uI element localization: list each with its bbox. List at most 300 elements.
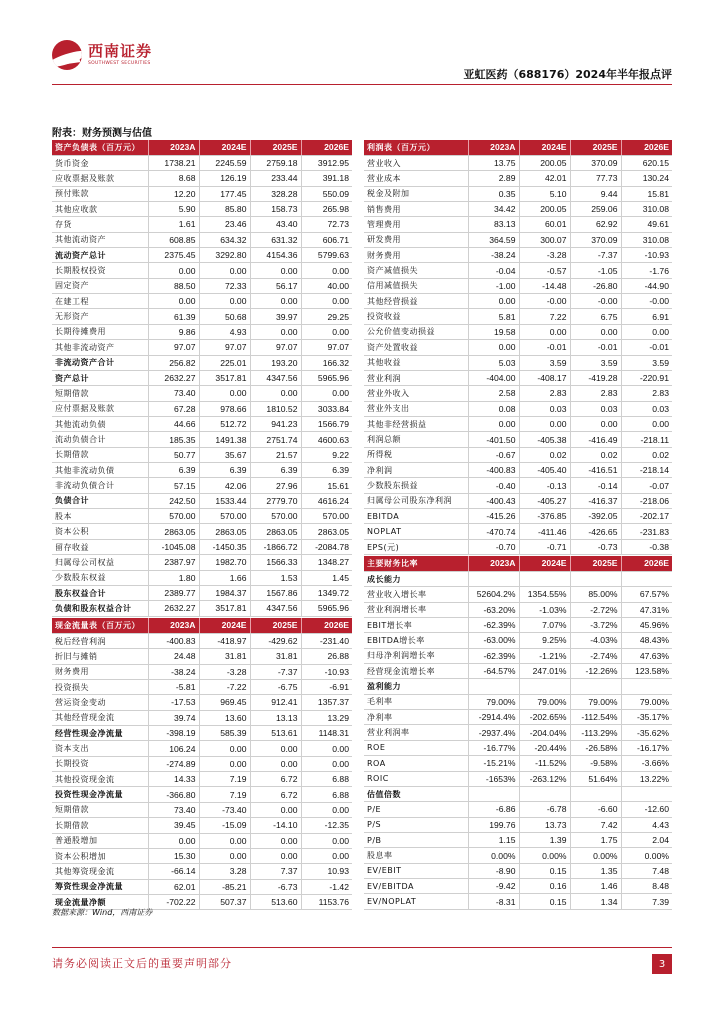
value-cell: -0.40 <box>468 478 519 493</box>
logo-emblem-icon <box>52 40 82 70</box>
value-cell: 0.00 <box>301 802 352 817</box>
row-label-cell: 投资收益 <box>364 309 468 324</box>
table-row <box>52 848 352 863</box>
row-label-cell: 少数股东权益 <box>52 570 148 585</box>
row-label-cell: 股本 <box>52 509 148 524</box>
value-cell: 67.28 <box>148 401 199 416</box>
table-row <box>364 648 672 663</box>
value-cell: 13.29 <box>301 710 352 725</box>
value-cell: 0.35 <box>468 186 519 201</box>
value-cell: 15.61 <box>301 478 352 493</box>
value-cell: -35.17% <box>621 710 672 725</box>
value-cell: 29.25 <box>301 309 352 324</box>
row-label-cell: 货币资金 <box>52 155 148 170</box>
value-cell: -112.54% <box>570 710 621 725</box>
value-cell: 1.35 <box>570 863 621 878</box>
value-cell: -26.58% <box>570 740 621 755</box>
value-cell: 23.46 <box>199 217 250 232</box>
value-cell: -63.00% <box>468 633 519 648</box>
value-cell: -418.97 <box>199 633 250 648</box>
value-cell: 1738.21 <box>148 155 199 170</box>
value-cell: -0.67 <box>468 447 519 462</box>
value-cell: -6.78 <box>519 802 570 817</box>
value-cell: -6.60 <box>570 802 621 817</box>
row-label-cell: 其他流动资产 <box>52 232 148 247</box>
value-cell: 40.00 <box>301 278 352 293</box>
value-cell: 5.81 <box>468 309 519 324</box>
value-cell: 7.19 <box>199 787 250 802</box>
table-row <box>364 617 672 632</box>
value-cell: 969.45 <box>199 695 250 710</box>
value-cell: 42.06 <box>199 478 250 493</box>
value-cell: 328.28 <box>250 186 301 201</box>
row-label-cell: 长期借款 <box>52 818 148 833</box>
value-cell: -392.05 <box>570 509 621 524</box>
value-cell: -416.51 <box>570 463 621 478</box>
value-cell: 512.72 <box>199 416 250 431</box>
table-row <box>52 601 352 616</box>
value-cell: 1.39 <box>519 832 570 847</box>
value-cell: 1.66 <box>199 570 250 585</box>
value-cell: 123.58% <box>621 664 672 679</box>
value-cell: 256.82 <box>148 355 199 370</box>
value-cell: 4347.56 <box>250 601 301 616</box>
value-cell: 83.13 <box>468 217 519 232</box>
value-cell: -14.10 <box>250 818 301 833</box>
value-cell: 5.03 <box>468 355 519 370</box>
value-cell: 10.93 <box>301 864 352 879</box>
value-cell: 608.85 <box>148 232 199 247</box>
value-cell: 7.37 <box>250 864 301 879</box>
value-cell: -6.75 <box>250 679 301 694</box>
value-cell: 0.15 <box>519 863 570 878</box>
value-cell: 0.00 <box>250 294 301 309</box>
value-cell: 48.43% <box>621 633 672 648</box>
value-cell: -0.00 <box>570 294 621 309</box>
value-cell: 0.00 <box>468 294 519 309</box>
value-cell: 50.68 <box>199 309 250 324</box>
row-label-cell: ROIC <box>364 771 468 786</box>
row-label-cell: 无形资产 <box>52 309 148 324</box>
value-cell: 0.00 <box>301 324 352 339</box>
value-cell: 3517.81 <box>199 370 250 385</box>
row-label-cell: 其他收益 <box>364 355 468 370</box>
value-cell <box>468 571 519 586</box>
row-label-cell: 固定资产 <box>52 278 148 293</box>
table-row <box>52 864 352 879</box>
value-cell <box>621 786 672 801</box>
value-cell: 0.00 <box>301 386 352 401</box>
row-label-cell: 流动负债合计 <box>52 432 148 447</box>
value-cell: -12.35 <box>301 818 352 833</box>
table-row <box>52 493 352 508</box>
year-header-cell: 2024E <box>519 556 570 571</box>
year-header-cell: 2025E <box>570 556 621 571</box>
value-cell: 0.00 <box>301 756 352 771</box>
row-label-cell: 应付票据及账款 <box>52 401 148 416</box>
value-cell: -38.24 <box>148 664 199 679</box>
year-header-cell: 2025E <box>250 140 301 155</box>
value-cell: 2759.18 <box>250 155 301 170</box>
value-cell: 3.59 <box>621 355 672 370</box>
table-header-row <box>364 140 672 155</box>
value-cell: -10.93 <box>621 248 672 263</box>
row-label-cell: 其他非流动负债 <box>52 463 148 478</box>
row-label-cell: 信用减值损失 <box>364 278 468 293</box>
table-row <box>364 539 672 554</box>
table-row <box>52 741 352 756</box>
value-cell: 3.28 <box>199 864 250 879</box>
value-cell: 6.39 <box>148 463 199 478</box>
row-label-cell: 盈利能力 <box>364 679 468 694</box>
row-label-cell: 长期借款 <box>52 447 148 462</box>
data-source-note: 数据来源：Wind，西南证券 <box>52 908 153 917</box>
year-header-cell: 2026E <box>621 556 672 571</box>
table-row <box>364 155 672 170</box>
table-row <box>364 201 672 216</box>
table-row <box>364 710 672 725</box>
year-header-cell: 2023A <box>468 556 519 571</box>
value-cell: 97.07 <box>148 340 199 355</box>
row-label-cell: 预付账款 <box>52 186 148 201</box>
value-cell: 6.91 <box>621 309 672 324</box>
value-cell: -2937.4% <box>468 725 519 740</box>
value-cell: 6.75 <box>570 309 621 324</box>
value-cell: 370.09 <box>570 155 621 170</box>
value-cell: 3.59 <box>519 355 570 370</box>
value-cell: 77.73 <box>570 171 621 186</box>
table-row <box>364 832 672 847</box>
value-cell: 199.76 <box>468 817 519 832</box>
value-cell: 97.07 <box>199 340 250 355</box>
value-cell: 0.00 <box>250 386 301 401</box>
value-cell: -85.21 <box>199 879 250 894</box>
table-row <box>364 171 672 186</box>
value-cell: 4347.56 <box>250 370 301 385</box>
year-header-cell: 2025E <box>570 140 621 155</box>
value-cell: -218.11 <box>621 432 672 447</box>
value-cell: -415.26 <box>468 509 519 524</box>
value-cell: 73.40 <box>148 386 199 401</box>
table-row <box>52 155 352 170</box>
value-cell: 79.00% <box>519 694 570 709</box>
report-title: 亚虹医药（688176）2024年半年报点评 <box>463 68 672 81</box>
value-cell: 79.00% <box>468 694 519 709</box>
value-cell: 39.45 <box>148 818 199 833</box>
value-cell: 47.31% <box>621 602 672 617</box>
value-cell: -0.38 <box>621 539 672 554</box>
row-label-cell: P/B <box>364 832 468 847</box>
value-cell: 585.39 <box>199 726 250 741</box>
table-row <box>364 186 672 201</box>
row-label-cell: 折旧与摊销 <box>52 649 148 664</box>
table-row <box>52 802 352 817</box>
value-cell: 507.37 <box>199 894 250 909</box>
value-cell: -9.42 <box>468 879 519 894</box>
table-row <box>52 171 352 186</box>
row-label-cell: 负债合计 <box>52 493 148 508</box>
value-cell: 0.00 <box>148 263 199 278</box>
value-cell: 0.00% <box>468 848 519 863</box>
table-row <box>52 186 352 201</box>
table-row <box>364 740 672 755</box>
value-cell: 56.17 <box>250 278 301 293</box>
year-header-cell: 2024E <box>519 140 570 155</box>
year-header-cell: 2026E <box>301 618 352 633</box>
value-cell: 6.72 <box>250 787 301 802</box>
value-cell: 27.96 <box>250 478 301 493</box>
financial-ratios-table <box>364 556 672 910</box>
company-logo <box>52 40 152 70</box>
value-cell: 370.09 <box>570 232 621 247</box>
table-row <box>364 432 672 447</box>
value-cell: 14.33 <box>148 772 199 787</box>
value-cell: 0.02 <box>570 447 621 462</box>
table-row <box>52 539 352 554</box>
table-header-row <box>52 140 352 155</box>
table-row <box>52 524 352 539</box>
value-cell: -38.24 <box>468 248 519 263</box>
table-row <box>364 602 672 617</box>
value-cell: -7.22 <box>199 679 250 694</box>
row-label-cell: 长期待摊费用 <box>52 324 148 339</box>
row-label-cell: 营业收入增长率 <box>364 587 468 602</box>
row-label-cell: 普通股增加 <box>52 833 148 848</box>
row-label-cell: 研发费用 <box>364 232 468 247</box>
table-row <box>364 263 672 278</box>
value-cell: 97.07 <box>301 340 352 355</box>
value-cell: 126.19 <box>199 171 250 186</box>
value-cell: -400.83 <box>468 463 519 478</box>
value-cell: 185.35 <box>148 432 199 447</box>
value-cell: 1.61 <box>148 217 199 232</box>
table-title-cell: 现金流量表（百万元） <box>52 618 148 633</box>
row-label-cell: 其他非流动资产 <box>52 340 148 355</box>
value-cell: 513.61 <box>250 726 301 741</box>
row-label-cell: 资产处置收益 <box>364 340 468 355</box>
table-row <box>364 756 672 771</box>
logo-name-en: SOUTHWEST SECURITIES <box>88 60 151 66</box>
value-cell: -470.74 <box>468 524 519 539</box>
value-cell: -0.01 <box>621 340 672 355</box>
value-cell: 0.00 <box>199 833 250 848</box>
value-cell: -204.04% <box>519 725 570 740</box>
value-cell: 2863.05 <box>148 524 199 539</box>
value-cell: 60.01 <box>519 217 570 232</box>
value-cell: 21.57 <box>250 447 301 462</box>
value-cell: 570.00 <box>199 509 250 524</box>
value-cell: 2779.70 <box>250 493 301 508</box>
value-cell: 7.48 <box>621 863 672 878</box>
value-cell: -44.90 <box>621 278 672 293</box>
value-cell: -0.04 <box>468 263 519 278</box>
table-row <box>364 232 672 247</box>
value-cell: 52604.2% <box>468 587 519 602</box>
row-label-cell: 资本支出 <box>52 741 148 756</box>
value-cell: -1653% <box>468 771 519 786</box>
row-label-cell: 管理费用 <box>364 217 468 232</box>
value-cell: 193.20 <box>250 355 301 370</box>
row-label-cell: 资产总计 <box>52 370 148 385</box>
row-label-cell: 留存收益 <box>52 539 148 554</box>
value-cell: 1153.76 <box>301 894 352 909</box>
value-cell: 50.77 <box>148 447 199 462</box>
row-label-cell: 非流动负债合计 <box>52 478 148 493</box>
table-row <box>52 695 352 710</box>
value-cell: 7.42 <box>570 817 621 832</box>
value-cell: -416.37 <box>570 493 621 508</box>
row-label-cell: EV/EBITDA <box>364 879 468 894</box>
value-cell: 247.01% <box>519 664 570 679</box>
value-cell: 1984.37 <box>199 585 250 600</box>
table-row <box>52 664 352 679</box>
value-cell: 570.00 <box>301 509 352 524</box>
table-row <box>52 879 352 894</box>
balance-sheet-table <box>52 140 352 617</box>
table-row <box>364 217 672 232</box>
value-cell: -702.22 <box>148 894 199 909</box>
value-cell: 259.06 <box>570 201 621 216</box>
table-row <box>52 787 352 802</box>
table-row <box>364 524 672 539</box>
row-label-cell: 存货 <box>52 217 148 232</box>
value-cell: 15.30 <box>148 848 199 863</box>
value-cell: 0.08 <box>468 401 519 416</box>
row-label-cell: EV/NOPLAT <box>364 894 468 909</box>
value-cell: 4.43 <box>621 817 672 832</box>
value-cell: 2375.45 <box>148 248 199 263</box>
value-cell: 2.83 <box>570 386 621 401</box>
value-cell: -274.89 <box>148 756 199 771</box>
row-label-cell: 营业利润增长率 <box>364 602 468 617</box>
value-cell: 2.04 <box>621 832 672 847</box>
value-cell: 0.00 <box>199 386 250 401</box>
value-cell: -429.62 <box>250 633 301 648</box>
value-cell <box>519 679 570 694</box>
value-cell: 4600.63 <box>301 432 352 447</box>
value-cell <box>519 786 570 801</box>
value-cell: -6.86 <box>468 802 519 817</box>
value-cell: 1148.31 <box>301 726 352 741</box>
value-cell: 233.44 <box>250 171 301 186</box>
value-cell: 72.33 <box>199 278 250 293</box>
value-cell: -202.17 <box>621 509 672 524</box>
income-statement-table <box>364 140 672 555</box>
row-label-cell: 营业利润率 <box>364 725 468 740</box>
row-label-cell: 短期借款 <box>52 386 148 401</box>
value-cell: 35.67 <box>199 447 250 462</box>
value-cell: -1.05 <box>570 263 621 278</box>
value-cell: -0.01 <box>570 340 621 355</box>
row-label-cell: 财务费用 <box>52 664 148 679</box>
value-cell: 5799.63 <box>301 248 352 263</box>
value-cell: 550.09 <box>301 186 352 201</box>
value-cell: -1.76 <box>621 263 672 278</box>
value-cell: -231.40 <box>301 633 352 648</box>
value-cell: -218.14 <box>621 463 672 478</box>
value-cell: 9.25% <box>519 633 570 648</box>
value-cell: 8.48 <box>621 879 672 894</box>
value-cell: -15.21% <box>468 756 519 771</box>
value-cell: -6.91 <box>301 679 352 694</box>
value-cell: -400.83 <box>148 633 199 648</box>
value-cell: -0.14 <box>570 478 621 493</box>
value-cell: 106.24 <box>148 741 199 756</box>
row-label-cell: 净利润 <box>364 463 468 478</box>
value-cell: 9.44 <box>570 186 621 201</box>
value-cell: 3517.81 <box>199 601 250 616</box>
value-cell: 34.42 <box>468 201 519 216</box>
row-label-cell: 其他投资现金流 <box>52 772 148 787</box>
value-cell: -3.28 <box>199 664 250 679</box>
value-cell: 0.00 <box>199 848 250 863</box>
value-cell: -408.17 <box>519 370 570 385</box>
value-cell: 0.00 <box>199 756 250 771</box>
value-cell: 364.59 <box>468 232 519 247</box>
row-label-cell: 经营性现金净流量 <box>52 726 148 741</box>
row-label-cell: 归母净利润增长率 <box>364 648 468 663</box>
value-cell: 2389.77 <box>148 585 199 600</box>
year-header-cell: 2023A <box>468 140 519 155</box>
value-cell: -8.90 <box>468 863 519 878</box>
value-cell: 0.00 <box>519 324 570 339</box>
row-label-cell: 归属母公司权益 <box>52 555 148 570</box>
table-row <box>52 463 352 478</box>
value-cell: 0.00 <box>250 741 301 756</box>
value-cell: -2914.4% <box>468 710 519 725</box>
value-cell: 1357.37 <box>301 695 352 710</box>
value-cell: 44.66 <box>148 416 199 431</box>
value-cell: -202.65% <box>519 710 570 725</box>
value-cell: 47.63% <box>621 648 672 663</box>
value-cell: 0.00 <box>250 848 301 863</box>
value-cell: 3033.84 <box>301 401 352 416</box>
table-row <box>364 571 672 586</box>
value-cell: -2.72% <box>570 602 621 617</box>
value-cell: 6.39 <box>301 463 352 478</box>
value-cell: 1354.55% <box>519 587 570 602</box>
value-cell: -63.20% <box>468 602 519 617</box>
value-cell: 0.00% <box>570 848 621 863</box>
value-cell: 49.61 <box>621 217 672 232</box>
value-cell: 0.00 <box>148 833 199 848</box>
value-cell: 0.00 <box>519 416 570 431</box>
row-label-cell: 其他应收款 <box>52 201 148 216</box>
value-cell: 5.90 <box>148 201 199 216</box>
value-cell: -405.40 <box>519 463 570 478</box>
row-label-cell: 投资性现金净流量 <box>52 787 148 802</box>
table-row <box>364 771 672 786</box>
table-row <box>364 447 672 462</box>
table-row <box>52 772 352 787</box>
value-cell: 2387.97 <box>148 555 199 570</box>
value-cell: -62.39% <box>468 648 519 663</box>
row-label-cell: 利润总额 <box>364 432 468 447</box>
row-label-cell: 归属母公司股东净利润 <box>364 493 468 508</box>
value-cell: -0.57 <box>519 263 570 278</box>
value-cell: 631.32 <box>250 232 301 247</box>
value-cell: 1491.38 <box>199 432 250 447</box>
value-cell: -1.21% <box>519 648 570 663</box>
value-cell: 0.16 <box>519 879 570 894</box>
row-label-cell: 财务费用 <box>364 248 468 263</box>
value-cell: -35.62% <box>621 725 672 740</box>
value-cell: -12.60 <box>621 802 672 817</box>
value-cell: 4.93 <box>199 324 250 339</box>
disclaimer-text: 请务必阅读正文后的重要声明部分 <box>52 957 232 970</box>
value-cell: 0.00 <box>301 833 352 848</box>
row-label-cell: 应收票据及账款 <box>52 171 148 186</box>
